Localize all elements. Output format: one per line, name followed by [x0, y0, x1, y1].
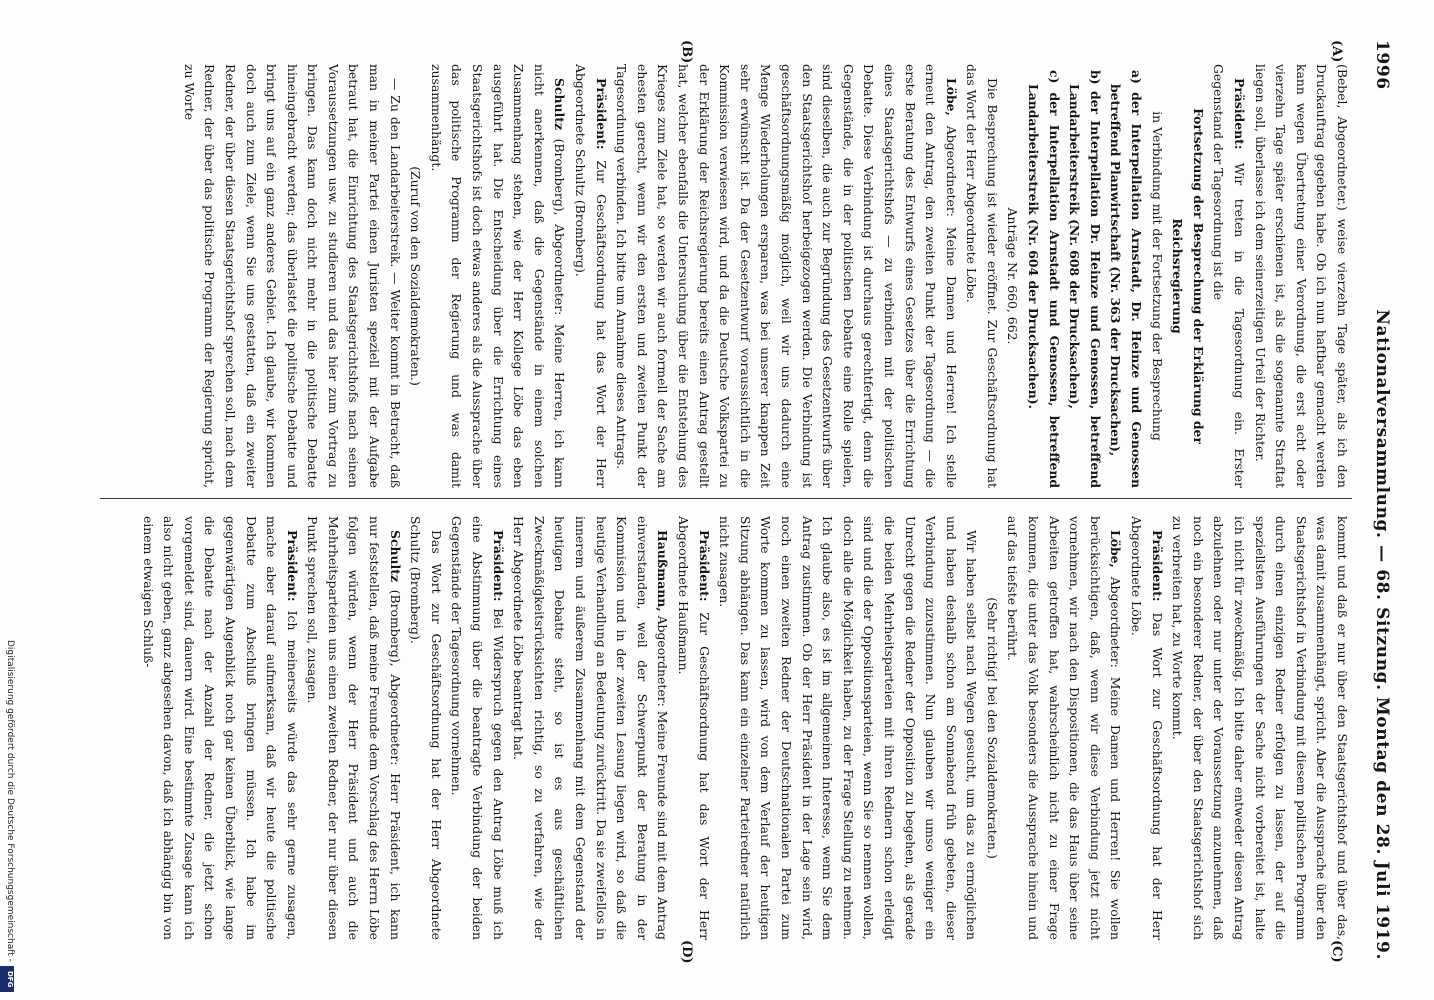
paragraph [672, 516, 713, 940]
paragraph [446, 516, 508, 940]
paragraph [611, 64, 961, 488]
speaker-name: Präsident: [1232, 78, 1248, 150]
speaker-name: Haußmann, [655, 530, 671, 612]
speaker-name: Präsident: [696, 530, 712, 602]
right-column [100, 516, 1352, 940]
interjection: (Sehr richtig! bei den Sozialdemokraten.) [984, 597, 1000, 859]
speaker-name: Schultz [387, 530, 403, 582]
margin-marker-c: (C) [1329, 940, 1344, 963]
agenda-item-b: b) der Interpellation Dr. Heinze und Genossen, betreffend Landarbeiterstreik (Nr. 608 der Drucksachen), [1067, 70, 1103, 488]
page-header [1358, 40, 1398, 960]
speech-text: Bei Widerspruch gegen den Antrag Löbe muß ich eine Abstimmung über die beantragte Verbindung der beiden Gegenstände der Tagesordnung vornehmen. [449, 516, 506, 940]
margin-marker-d: (D) [679, 940, 694, 964]
paragraph [569, 64, 610, 488]
paragraph [137, 516, 302, 940]
motions-line: Anträge Nr. 660, 662. [1005, 207, 1021, 345]
paragraph [425, 64, 569, 488]
paragraph [1208, 64, 1249, 488]
speech-text: Zur Geschäftsordnung hat das Wort der Herr Abgeordnete Haußmann. [676, 516, 712, 940]
digitization-credit: Digitalisierung gefördert durch die Deutsche Forschungsgemeinschaft - [5, 640, 15, 962]
speech-text: Abgeordneter: Meine Freunde sind mit dem Antrag einverstanden, weil der Schwerpunkt der Beratung in der Kommission und in der zweiten Lesung liegen wird, so daß die heutige Verhandlung an Bedeutung zurücktritt. Da sie zweifellos in innerem und äußerem Zusammenhang mit dem Gegenstand der heutigen Debatte steht, so ist es aus geschäftlichen Zweckmäßigkeitsrücksichten richtig, so zu verfahren, wie der Herr Abgeordnete Löbe beantragt hat. [511, 516, 671, 940]
paragraph: (Bebel, Abgeordneter.) weise vierzehn Tage später, als ich den Druckauftrag gegeben habe. Ob ich nun haftbar gemacht werden kann wegen Übertretung einer Verordnung, die erst acht oder vierzehn Tage später erschienen ist, als die sogenannte Straftat liegen soll, überlasse ich dem seinerzeitigen Urteil der Richter. [1252, 64, 1350, 488]
agenda-title: Fortsetzung der Besprechung der Erklärung der Reichsregierung [1170, 108, 1206, 444]
speech-text: Abgeordneter: Meine Damen und Herren! Ich stelle erneut den Antrag, den zweiten Punkt der Tagesordnung — die erste Beratung des Entwurfs eines Gesetzes über die Errichtung eines Staatsgerichtshofs — zu verbinden mit der politischen Debatte. Diese Verbindung ist durchaus gerechtfertigt, denn die Gegenstände, die in der politischen Debatte eine Rolle spielen, sind dieselben, die auch zur Begründung des Gesetzentwurfs über den Staatsgerichtshof herbeigezogen werden. Die Verbindung ist geschäftsordnungsmäßig möglich, weil wir uns dadurch eine Menge Wiederholungen ersparen, was bei unserer knappen Zeit sehr erwünscht ist. Da der Gesetzentwurf voraussichtlich in die Kommission verwiesen wird, und da die Deutsche Volkspartei zu der Erklärung der Reichsregierung bereits einen Antrag gestellt hat, welcher ebenfalls die Untersuchung über die Entstehung des Krieges zum Ziele hat, so werden wir auch formell der Sache am ehesten gerecht, wenn wir den ersten und zweiten Punkt der Tagesordnung verbinden. Ich bitte um Annahme dieses Antrags. [614, 64, 959, 488]
speech-text: (Bromberg), Abgeordneter: Herr Präsident, ich kann nur feststellen, daß meine Freunde dem Vorschlag des Herrn Löbe folgen würden, wenn der Herr Präsident und auch die Mehrheitsparteien uns einen zweiten Redner, der nur über diesen Punkt sprechen soll, zusagen. [305, 516, 403, 940]
page-number: 1996 [1372, 40, 1392, 90]
speech-text: Wir treten in die Tagesordnung ein. Erster Gegenstand der Tagesordnung ist die [1211, 64, 1248, 488]
header-date: Montag den 28. Juli 1919. [1372, 696, 1392, 960]
paragraph: Die Besprechung ist wieder eröffnet. Zur Geschäftsordnung hat das Wort der Herr Abgeordnete Löbe. [964, 64, 1000, 488]
paragraph [302, 516, 405, 940]
margin-marker-b: (B) [679, 40, 694, 64]
agenda-item-c: c) der Interpellation Arnstadt und Genossen, betreffend Landarbeiterstreik (Nr. 604 der Drucksachen). [1026, 70, 1062, 488]
paragraph: kommt und daß er nur über den Staatsgerichtshof und über das, was damit zusammenhängt, spricht. Aber die Aussprache über den Staatsgerichtshof in Verbindung mit diesem politischen Programm durch einen einzigen Redner erfolgen zu lassen, der auf die speziellsten Ausführungen der Sache nicht vorbereitet ist, halte ich nicht für zweckmäßig. Ich bitte daher entweder diesen Antrag abzulehnen oder nur unter der Voraussetzung anzunehmen, daß noch ein besonderer Redner, der über den Staatsgerichtshof sich zu verbreiten hat, zu Worte kommt. [1170, 516, 1350, 940]
paragraph [1002, 516, 1126, 940]
speaker-name: Präsident: [284, 530, 300, 602]
margin-marker-a: (A) [1329, 40, 1344, 63]
speaker-name: Löbe, [943, 78, 959, 116]
paragraph: — Zu den Landarbeiterstreik. — Weiter kommt in Betracht, daß man in meiner Partei einen Juristen speziell mit der Aufgabe betraut hat, die Einrichtung des Staatsgerichtshofs nach seinen Voraussetzungen usw. zu studieren und das hier zum Vortrag zu bringen. Das kann doch nicht mehr in die politische Debatte hineingebracht werden; das überlastet die politische Debatte und bringt uns auf ein ganz anderes Gebiet. Ich glaube, wir kommen doch auch zum Ziele, wenn Sie uns gestatten, daß ein zweiter Redner, der über diesen Staatsgerichtshof sprechen soll, nach dem Redner, der über das politische Programm der Regierung spricht, zu Worte [181, 64, 403, 488]
speech-text: Das Wort zur Geschäftsordnung hat der Herr Abgeordnete Löbe. [1129, 516, 1165, 940]
agenda-item-a: a) der Interpellation Arnstadt, Dr. Heinze und Genossen betreffend Planwirtschaft (Nr. 363 der Drucksachen), [1108, 70, 1145, 488]
paragraph [1125, 516, 1166, 940]
paragraph: Das Wort zur Geschäftsordnung hat der Herr Abgeordnete Schultz (Bromberg). [408, 516, 444, 940]
column-divider [100, 498, 1352, 499]
speech-text: Ich meinerseits würde das sehr gerne zusagen, mache aber darauf aufmerksam, daß wir heute die politische Debatte zum Abschluß bringen müssen. Ich habe im gegenwärtigen Augenblick noch gar keinen Überblick, wie lange die Debatte nach der Anzahl der Redner, die jetzt schon vorgemeldet sind, dauern wird. Eine bestimmte Zusage kann ich also nicht geben, ganz abgesehen davon, daß ich abhängig bin von einem etwaigen Schluß- [140, 516, 300, 940]
speech-text: Abgeordneter: Meine Damen und Herren! Sie wollen berücksichtigen, daß, wenn wir diese Verbindung jetzt nicht vornehmen, wir nach den Dispositionen, die das Haus über seine Arbeiten getroffen hat, wahrscheinlich nicht zu einer Frage kommen, die unter das Volk besonders die Aussprache hinein und auf das tiefste berührt. [1005, 516, 1124, 940]
speaker-name: Präsident: [1149, 530, 1165, 602]
speaker-name: Präsident: [490, 530, 506, 602]
speech-text: Zur Geschäftsordnung hat das Wort der Herr Abgeordnete Schultz (Bromberg). [573, 64, 609, 488]
speaker-name: Löbe, [1108, 530, 1124, 568]
header-title: Nationalversammlung. — 68. Sitzung. [1372, 309, 1392, 691]
paragraph: Wir haben selbst nach Wegen gesucht, um das zu ermöglichen und haben deshalb schon am Sonnabend früh gebeten, dieser Verbindung zuzustimmen. Nun glauben wir umso weniger ein Unrecht gegen die Redner der Opposition zu begehen, als gerade die beiden Mehrheitsparteien mit ihren Rednern schon erledigt sind und die der Oppositionsparteien, wenn Sie so nennen wollen, doch alle die Möglichkeit haben, zu der Frage Stellung zu nehmen. Ich glaube also, es ist im allgemeinen Interesse, wenn Sie dem Antrag zustimmen. Ob der Herr Präsident in der Lage sein wird, noch einen zweiten Redner der Deutschnationalen Partei zum Worte kommen zu lassen, wird von dem Verlauf der heutigen Sitzung abhängen. Das kann ein einzelner Parteiredner natürlich nicht zusagen. [717, 516, 980, 940]
paragraph [508, 516, 673, 940]
agenda-subtitle: in Verbindung mit der Fortsetzung der Besprechung [1149, 111, 1165, 441]
speaker-name: Schultz [552, 78, 568, 130]
speech-text: (Bromberg), Abgeordneter: Meine Herren, ich kann nicht anerkennen, daß die Gegenstände in einem solchen Zusammenhang stehen, wie der Herr Kollege Löbe das eben ausgeführt hat. Die Entscheidung über die Errichtung eines Staatsgerichtshofs ist doch etwas anderes als die Aussprache über das politische Programm der Regierung und was damit zusammenhängt. [428, 64, 568, 488]
interjection: (Zuruf von den Sozialdemokraten.) [408, 166, 424, 386]
speaker-name: Präsident: [593, 78, 609, 150]
left-column [100, 64, 1352, 488]
dfg-logo-icon: DFG [0, 966, 14, 992]
